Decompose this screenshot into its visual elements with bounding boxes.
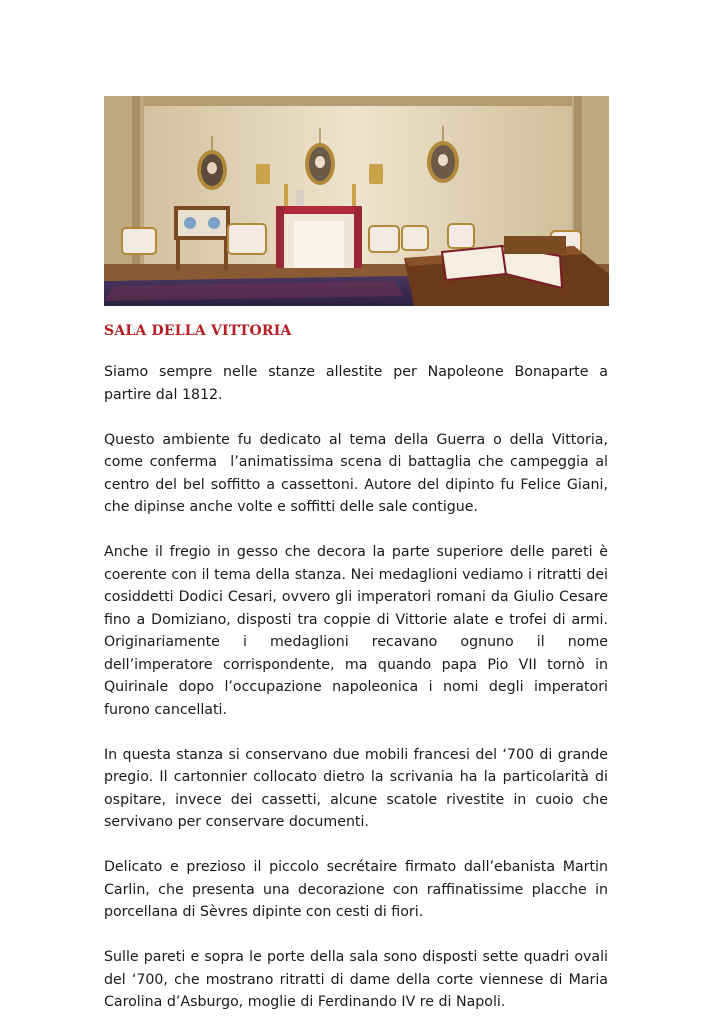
paragraph: In questa stanza si conservano due mobili francesi del ‘700 di grande pregio. Il cartonnier collocato dietro la scrivania ha la particolarità di ospitare, invece dei cassetti, alcune scatole rivestite in cuoio che servivano per conservare documenti.	[104, 746, 613, 830]
paragraph: Anche il fregio in gesso che decora la parte superiore delle pareti è coerente con il tema della stanza. Nei medaglioni vediamo i ritratti dei cosiddetti Dodici Cesari, ovvero gli imperatori romani da Giulio Cesare fino a Domiziano, disposti tra coppie di Vittorie alate e trofei di armi. Originariamente i medaglioni recavano ognuno il nome dell’imperatore corrispondente, ma quando papa Pio VII tornò in Quirinale dopo l’occupazione napoleonica i nomi degli imperatori furono cancellati.	[104, 544, 613, 718]
paragraph: Questo ambiente fu dedicato al tema della Guerra o della Vittoria, come conferma l’animatissima scena di battaglia che campeggia al centro del bel soffitto a cassettoni. Autore del dipinto fu Felice Giani, che dipinse anche volte e soffitti delle sale contigue.	[104, 431, 613, 515]
paragraph: Sulle pareti e sopra le porte della sala sono disposti sette quadri ovali del ‘700, che mostrano ritratti di dame della corte viennese di Maria Carolina d’Asburgo, moglie di Ferdinando IV re di Napoli.	[104, 949, 613, 1010]
article-body	[104, 361, 613, 1036]
paragraph: Delicato e prezioso il piccolo secrétaire firmato dall’ebanista Martin Carlin, che presenta una decorazione con raffinatissime placche in porcellana di Sèvres dipinte con cesti di fiori.	[104, 859, 613, 920]
room-photo	[104, 96, 609, 306]
paragraph: Siamo sempre nelle stanze allestite per Napoleone Bonaparte a partire dal 1812.	[104, 364, 613, 403]
section-title: SALA DELLA VITTORIA	[104, 323, 292, 339]
